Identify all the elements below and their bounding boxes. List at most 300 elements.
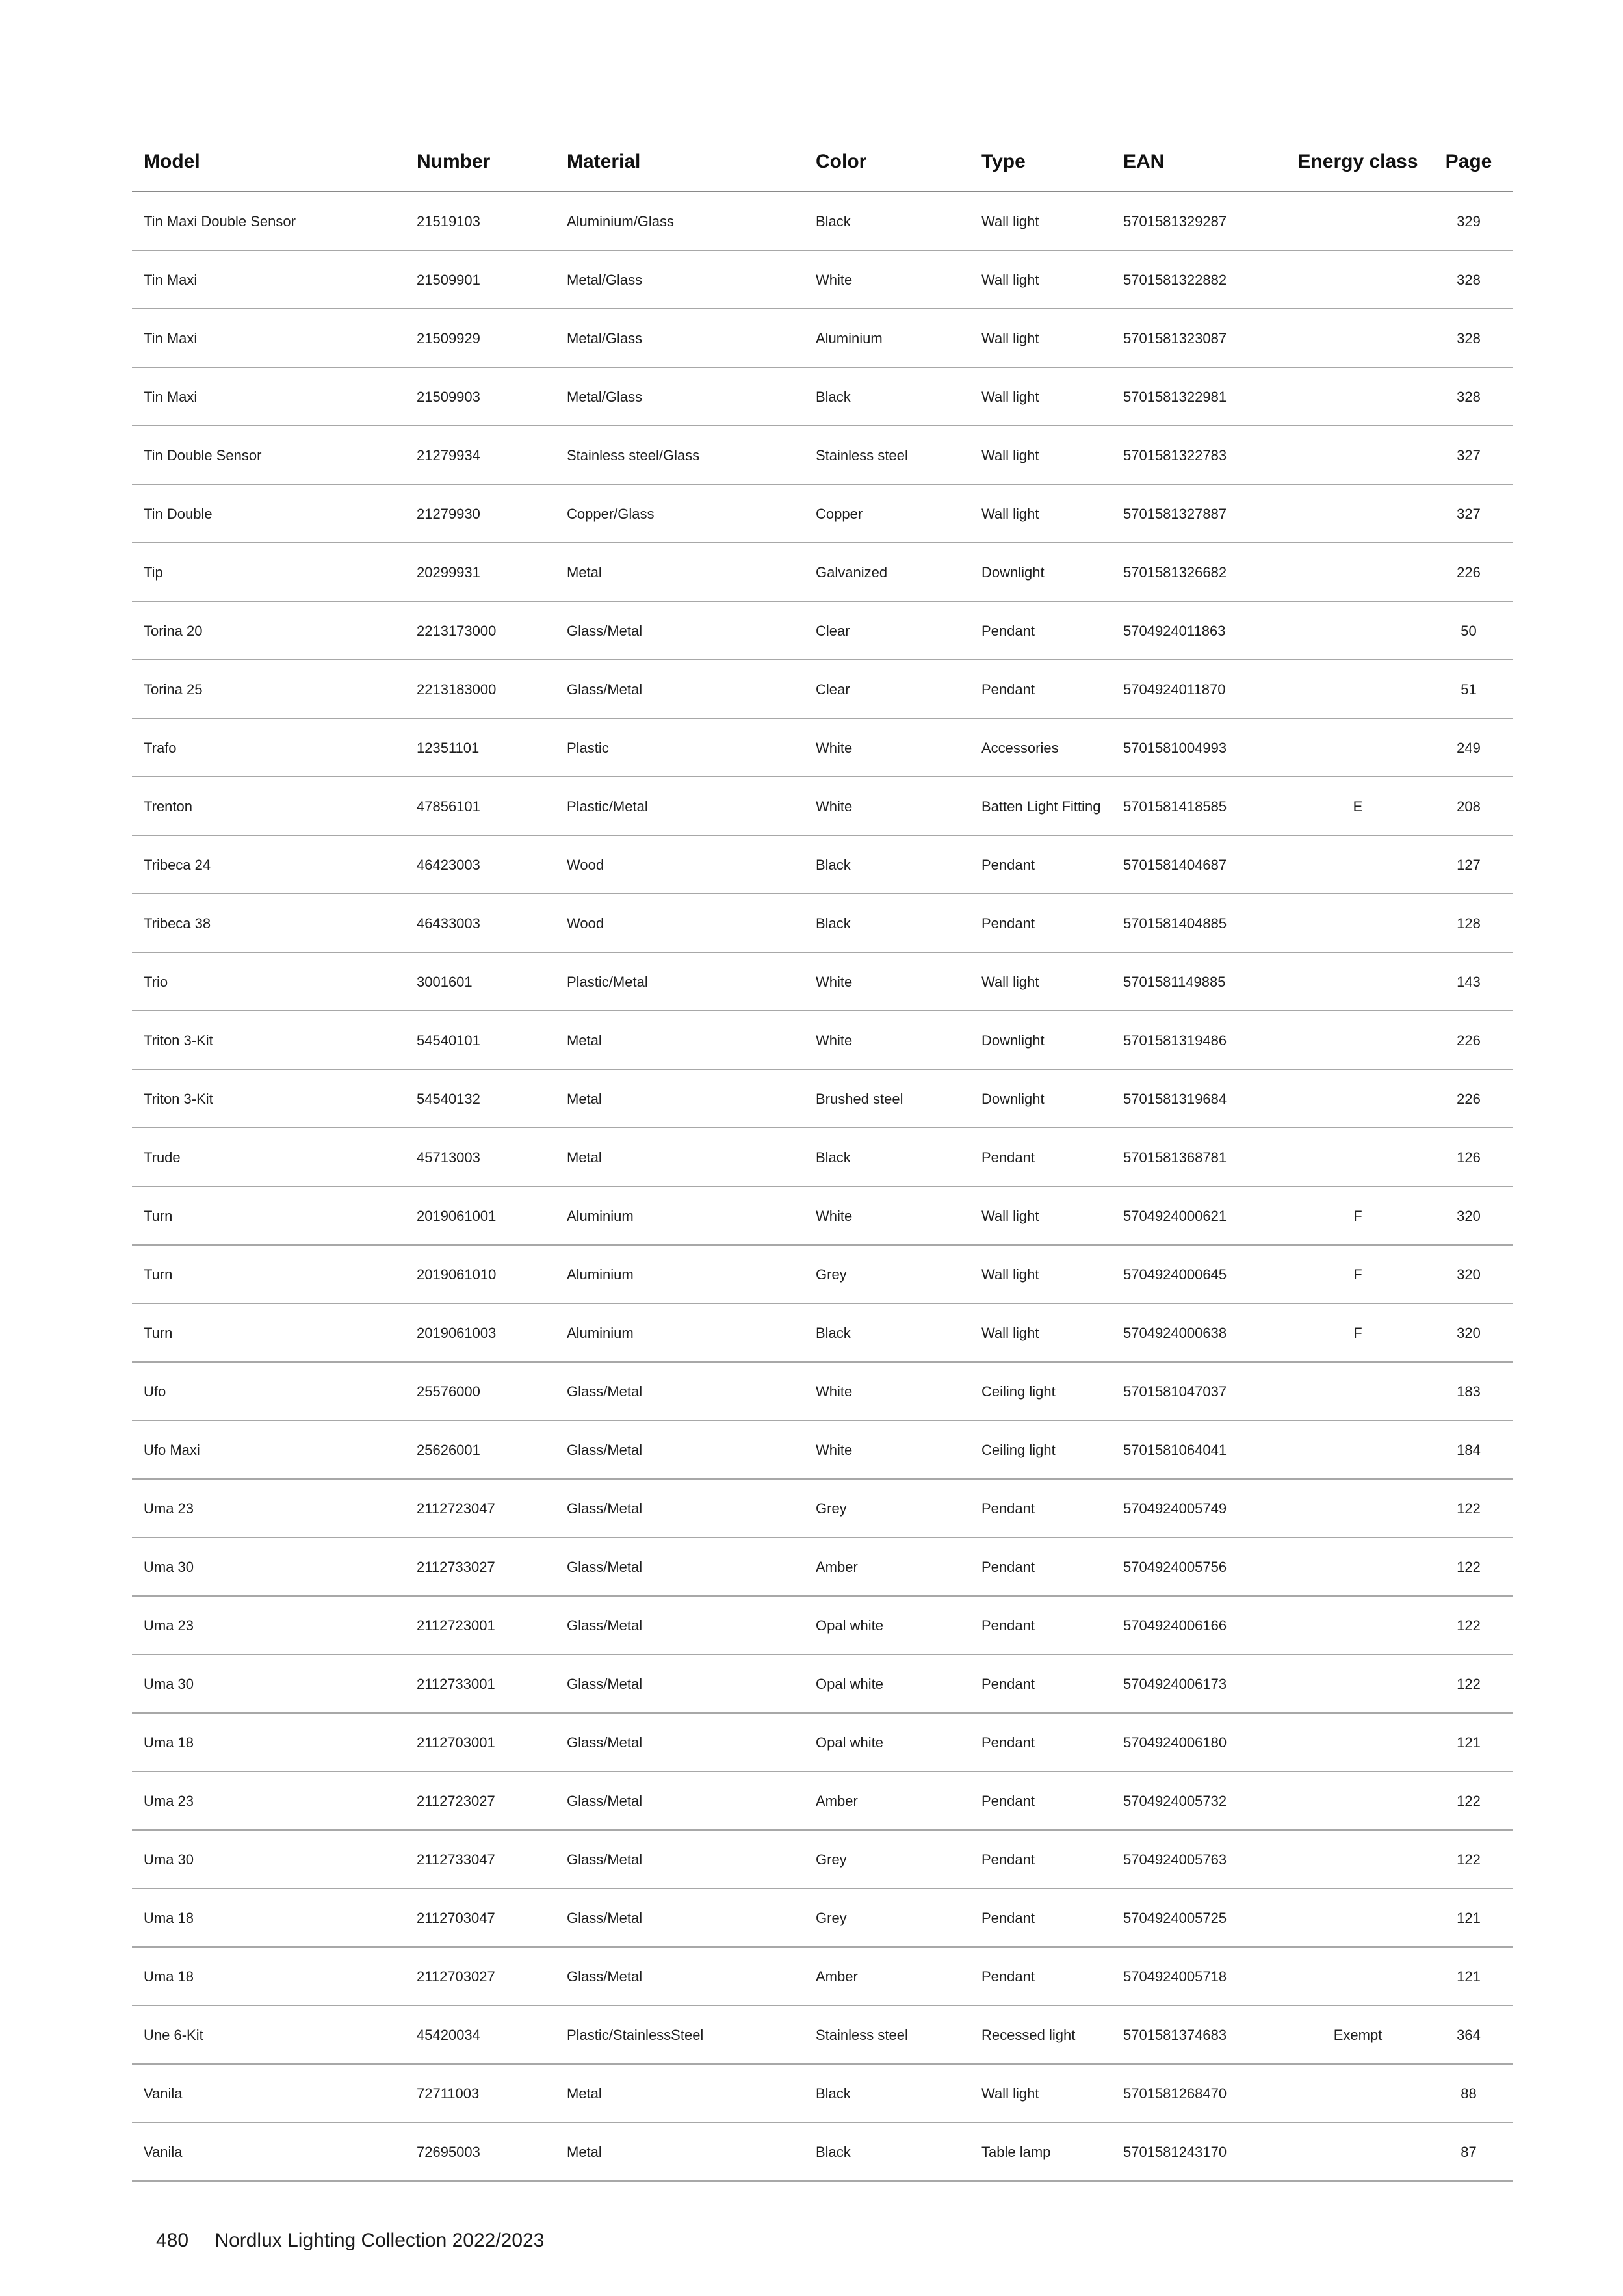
table-row (132, 1420, 1513, 1479)
table-body (132, 192, 1513, 2181)
cell-page: 122 (1425, 1654, 1513, 1713)
cell-model: Vanila (132, 2064, 405, 2122)
cell-number: 2112703001 (405, 1713, 555, 1771)
cell-page: 226 (1425, 1011, 1513, 1069)
header-model: Model (132, 132, 405, 192)
cell-color: Amber (804, 1537, 970, 1596)
cell-material: Aluminium (555, 1245, 804, 1303)
cell-ean: 5704924006173 (1111, 1654, 1291, 1713)
cell-color: Opal white (804, 1654, 970, 1713)
cell-model: Tin Maxi Double Sensor (132, 192, 405, 250)
cell-model: Uma 23 (132, 1771, 405, 1830)
table-row (132, 309, 1513, 367)
cell-material: Metal (555, 543, 804, 601)
cell-energy-class (1291, 192, 1425, 250)
cell-material: Glass/Metal (555, 1713, 804, 1771)
cell-color: Grey (804, 1479, 970, 1537)
cell-material: Copper/Glass (555, 484, 804, 543)
cell-number: 46433003 (405, 894, 555, 952)
header-page: Page (1425, 132, 1513, 192)
cell-energy-class (1291, 894, 1425, 952)
cell-page: 320 (1425, 1245, 1513, 1303)
cell-energy-class (1291, 309, 1425, 367)
cell-number: 25626001 (405, 1420, 555, 1479)
cell-type: Wall light (970, 1186, 1111, 1245)
cell-material: Glass/Metal (555, 1654, 804, 1713)
table-row (132, 601, 1513, 660)
cell-page: 50 (1425, 601, 1513, 660)
cell-number: 21279930 (405, 484, 555, 543)
table-row (132, 718, 1513, 777)
cell-type: Wall light (970, 250, 1111, 309)
cell-model: Ufo Maxi (132, 1420, 405, 1479)
table-row (132, 1830, 1513, 1888)
cell-material: Wood (555, 894, 804, 952)
header-energy-class: Energy class (1291, 132, 1425, 192)
cell-material: Glass/Metal (555, 660, 804, 718)
cell-ean: 5704924005756 (1111, 1537, 1291, 1596)
cell-type: Pendant (970, 1947, 1111, 2005)
cell-page: 121 (1425, 1888, 1513, 1947)
table-row (132, 543, 1513, 601)
cell-ean: 5701581047037 (1111, 1362, 1291, 1420)
cell-energy-class (1291, 1420, 1425, 1479)
cell-model: Tribeca 24 (132, 835, 405, 894)
cell-number: 2019061010 (405, 1245, 555, 1303)
cell-type: Wall light (970, 309, 1111, 367)
cell-material: Metal/Glass (555, 250, 804, 309)
cell-color: Amber (804, 1947, 970, 2005)
cell-ean: 5701581268470 (1111, 2064, 1291, 2122)
cell-ean: 5701581323087 (1111, 309, 1291, 367)
cell-color: Black (804, 1128, 970, 1186)
cell-type: Wall light (970, 484, 1111, 543)
cell-number: 21509903 (405, 367, 555, 426)
cell-page: 143 (1425, 952, 1513, 1011)
cell-model: Tin Maxi (132, 367, 405, 426)
cell-energy-class (1291, 1888, 1425, 1947)
cell-material: Aluminium (555, 1186, 804, 1245)
cell-material: Plastic/Metal (555, 952, 804, 1011)
cell-type: Ceiling light (970, 1362, 1111, 1420)
table-row (132, 1654, 1513, 1713)
cell-ean: 5701581327887 (1111, 484, 1291, 543)
cell-number: 72695003 (405, 2122, 555, 2181)
cell-color: White (804, 1011, 970, 1069)
cell-energy-class: E (1291, 777, 1425, 835)
table-row (132, 1303, 1513, 1362)
cell-model: Uma 23 (132, 1596, 405, 1654)
cell-ean: 5701581404687 (1111, 835, 1291, 894)
cell-material: Glass/Metal (555, 1888, 804, 1947)
cell-energy-class (1291, 660, 1425, 718)
cell-number: 72711003 (405, 2064, 555, 2122)
cell-page: 122 (1425, 1537, 1513, 1596)
cell-material: Metal (555, 2064, 804, 2122)
cell-energy-class (1291, 1362, 1425, 1420)
table-row (132, 1011, 1513, 1069)
cell-material: Metal/Glass (555, 367, 804, 426)
cell-page: 329 (1425, 192, 1513, 250)
cell-page: 328 (1425, 309, 1513, 367)
cell-ean: 5704924006180 (1111, 1713, 1291, 1771)
cell-energy-class (1291, 1830, 1425, 1888)
cell-energy-class (1291, 426, 1425, 484)
cell-model: Uma 18 (132, 1888, 405, 1947)
cell-number: 46423003 (405, 835, 555, 894)
cell-type: Wall light (970, 1303, 1111, 1362)
cell-type: Pendant (970, 1479, 1111, 1537)
cell-page: 122 (1425, 1771, 1513, 1830)
cell-color: White (804, 1186, 970, 1245)
cell-type: Downlight (970, 1011, 1111, 1069)
cell-material: Stainless steel/Glass (555, 426, 804, 484)
cell-ean: 5701581326682 (1111, 543, 1291, 601)
cell-model: Triton 3-Kit (132, 1011, 405, 1069)
cell-ean: 5701581322783 (1111, 426, 1291, 484)
table-row (132, 367, 1513, 426)
cell-model: Turn (132, 1245, 405, 1303)
cell-model: Trafo (132, 718, 405, 777)
cell-ean: 5704924011863 (1111, 601, 1291, 660)
cell-ean: 5701581322882 (1111, 250, 1291, 309)
header-color: Color (804, 132, 970, 192)
cell-color: White (804, 952, 970, 1011)
cell-energy-class: F (1291, 1186, 1425, 1245)
table-row (132, 1888, 1513, 1947)
cell-ean: 5704924000645 (1111, 1245, 1291, 1303)
page-footer (156, 2230, 544, 2252)
cell-page: 320 (1425, 1186, 1513, 1245)
cell-number: 21519103 (405, 192, 555, 250)
cell-number: 2213173000 (405, 601, 555, 660)
cell-page: 208 (1425, 777, 1513, 835)
cell-energy-class (1291, 952, 1425, 1011)
cell-color: White (804, 718, 970, 777)
cell-model: Turn (132, 1186, 405, 1245)
cell-ean: 5704924000621 (1111, 1186, 1291, 1245)
cell-type: Pendant (970, 1128, 1111, 1186)
cell-color: Grey (804, 1888, 970, 1947)
cell-energy-class (1291, 718, 1425, 777)
cell-type: Ceiling light (970, 1420, 1111, 1479)
cell-page: 328 (1425, 250, 1513, 309)
cell-energy-class (1291, 543, 1425, 601)
cell-page: 128 (1425, 894, 1513, 952)
cell-color: Opal white (804, 1713, 970, 1771)
cell-material: Plastic/Metal (555, 777, 804, 835)
cell-type: Wall light (970, 1245, 1111, 1303)
footer-page-number: 480 (156, 2230, 189, 2251)
cell-type: Pendant (970, 1596, 1111, 1654)
cell-number: 47856101 (405, 777, 555, 835)
cell-color: White (804, 777, 970, 835)
cell-color: Opal white (804, 1596, 970, 1654)
cell-energy-class: Exempt (1291, 2005, 1425, 2064)
cell-number: 2112723047 (405, 1479, 555, 1537)
cell-ean: 5704924006166 (1111, 1596, 1291, 1654)
cell-type: Pendant (970, 1830, 1111, 1888)
cell-type: Downlight (970, 543, 1111, 601)
cell-energy-class (1291, 367, 1425, 426)
cell-color: Black (804, 1303, 970, 1362)
cell-model: Trio (132, 952, 405, 1011)
cell-color: Black (804, 894, 970, 952)
cell-energy-class (1291, 1128, 1425, 1186)
product-table-container (132, 132, 1513, 2182)
cell-ean: 5701581418585 (1111, 777, 1291, 835)
cell-type: Pendant (970, 1888, 1111, 1947)
cell-model: Uma 30 (132, 1654, 405, 1713)
cell-energy-class (1291, 250, 1425, 309)
cell-ean: 5704924005718 (1111, 1947, 1291, 2005)
cell-material: Glass/Metal (555, 1947, 804, 2005)
cell-material: Metal/Glass (555, 309, 804, 367)
cell-color: Galvanized (804, 543, 970, 601)
table-row (132, 2005, 1513, 2064)
cell-type: Pendant (970, 601, 1111, 660)
cell-model: Uma 23 (132, 1479, 405, 1537)
cell-number: 54540132 (405, 1069, 555, 1128)
cell-energy-class: F (1291, 1245, 1425, 1303)
cell-ean: 5704924005732 (1111, 1771, 1291, 1830)
cell-number: 20299931 (405, 543, 555, 601)
cell-type: Wall light (970, 426, 1111, 484)
cell-type: Batten Light Fitting (970, 777, 1111, 835)
table-row (132, 192, 1513, 250)
product-table (132, 132, 1513, 2182)
cell-material: Glass/Metal (555, 1596, 804, 1654)
cell-color: White (804, 1420, 970, 1479)
cell-model: Triton 3-Kit (132, 1069, 405, 1128)
cell-material: Glass/Metal (555, 601, 804, 660)
cell-energy-class (1291, 2064, 1425, 2122)
cell-energy-class (1291, 1479, 1425, 1537)
cell-energy-class (1291, 1069, 1425, 1128)
cell-page: 320 (1425, 1303, 1513, 1362)
table-row (132, 426, 1513, 484)
table-row (132, 1537, 1513, 1596)
cell-page: 87 (1425, 2122, 1513, 2181)
cell-color: Copper (804, 484, 970, 543)
table-row (132, 660, 1513, 718)
table-row (132, 2122, 1513, 2181)
table-row (132, 1771, 1513, 1830)
table-row (132, 952, 1513, 1011)
cell-number: 2112733027 (405, 1537, 555, 1596)
cell-number: 2213183000 (405, 660, 555, 718)
cell-model: Uma 30 (132, 1830, 405, 1888)
cell-number: 45420034 (405, 2005, 555, 2064)
cell-material: Glass/Metal (555, 1771, 804, 1830)
cell-number: 2019061003 (405, 1303, 555, 1362)
cell-page: 126 (1425, 1128, 1513, 1186)
header-material: Material (555, 132, 804, 192)
cell-ean: 5704924005749 (1111, 1479, 1291, 1537)
cell-type: Wall light (970, 192, 1111, 250)
cell-color: Brushed steel (804, 1069, 970, 1128)
table-row (132, 1186, 1513, 1245)
cell-type: Recessed light (970, 2005, 1111, 2064)
header-ean: EAN (1111, 132, 1291, 192)
cell-number: 21509901 (405, 250, 555, 309)
table-header-row (132, 132, 1513, 192)
cell-material: Glass/Metal (555, 1420, 804, 1479)
cell-page: 51 (1425, 660, 1513, 718)
cell-material: Glass/Metal (555, 1830, 804, 1888)
cell-color: Clear (804, 660, 970, 718)
cell-model: Tin Maxi (132, 309, 405, 367)
cell-number: 3001601 (405, 952, 555, 1011)
cell-energy-class (1291, 2122, 1425, 2181)
cell-color: Amber (804, 1771, 970, 1830)
cell-energy-class: F (1291, 1303, 1425, 1362)
cell-page: 327 (1425, 426, 1513, 484)
cell-energy-class (1291, 1537, 1425, 1596)
cell-page: 127 (1425, 835, 1513, 894)
cell-number: 2112733001 (405, 1654, 555, 1713)
footer-title: Nordlux Lighting Collection 2022/2023 (214, 2230, 545, 2251)
cell-page: 226 (1425, 1069, 1513, 1128)
cell-type: Pendant (970, 1713, 1111, 1771)
cell-material: Metal (555, 2122, 804, 2181)
cell-ean: 5701581064041 (1111, 1420, 1291, 1479)
cell-color: Black (804, 2064, 970, 2122)
cell-ean: 5704924005725 (1111, 1888, 1291, 1947)
cell-model: Vanila (132, 2122, 405, 2181)
cell-page: 249 (1425, 718, 1513, 777)
cell-color: White (804, 1362, 970, 1420)
table-row (132, 894, 1513, 952)
cell-page: 122 (1425, 1479, 1513, 1537)
cell-number: 2112703047 (405, 1888, 555, 1947)
cell-material: Plastic/StainlessSteel (555, 2005, 804, 2064)
cell-color: Black (804, 367, 970, 426)
cell-material: Metal (555, 1128, 804, 1186)
cell-type: Pendant (970, 835, 1111, 894)
cell-page: 328 (1425, 367, 1513, 426)
cell-model: Torina 25 (132, 660, 405, 718)
cell-model: Trenton (132, 777, 405, 835)
cell-number: 2112703027 (405, 1947, 555, 2005)
cell-color: Stainless steel (804, 426, 970, 484)
header-number: Number (405, 132, 555, 192)
cell-model: Uma 30 (132, 1537, 405, 1596)
cell-model: Une 6-Kit (132, 2005, 405, 2064)
cell-page: 122 (1425, 1596, 1513, 1654)
cell-model: Torina 20 (132, 601, 405, 660)
cell-type: Accessories (970, 718, 1111, 777)
cell-number: 25576000 (405, 1362, 555, 1420)
cell-ean: 5704924011870 (1111, 660, 1291, 718)
cell-page: 364 (1425, 2005, 1513, 2064)
cell-ean: 5701581374683 (1111, 2005, 1291, 2064)
cell-model: Uma 18 (132, 1947, 405, 2005)
cell-model: Tribeca 38 (132, 894, 405, 952)
cell-page: 226 (1425, 543, 1513, 601)
cell-page: 184 (1425, 1420, 1513, 1479)
cell-model: Tin Maxi (132, 250, 405, 309)
cell-number: 2112733047 (405, 1830, 555, 1888)
cell-material: Metal (555, 1011, 804, 1069)
cell-number: 12351101 (405, 718, 555, 777)
cell-type: Pendant (970, 1771, 1111, 1830)
cell-energy-class (1291, 835, 1425, 894)
cell-color: Clear (804, 601, 970, 660)
cell-energy-class (1291, 1771, 1425, 1830)
table-row (132, 1245, 1513, 1303)
cell-ean: 5704924000638 (1111, 1303, 1291, 1362)
cell-ean: 5701581243170 (1111, 2122, 1291, 2181)
cell-material: Aluminium/Glass (555, 192, 804, 250)
cell-number: 45713003 (405, 1128, 555, 1186)
cell-type: Wall light (970, 952, 1111, 1011)
cell-material: Metal (555, 1069, 804, 1128)
cell-model: Tip (132, 543, 405, 601)
cell-ean: 5701581329287 (1111, 192, 1291, 250)
cell-energy-class (1291, 1947, 1425, 2005)
cell-material: Glass/Metal (555, 1479, 804, 1537)
cell-energy-class (1291, 1713, 1425, 1771)
cell-color: Black (804, 835, 970, 894)
table-row (132, 777, 1513, 835)
cell-number: 54540101 (405, 1011, 555, 1069)
cell-ean: 5701581404885 (1111, 894, 1291, 952)
cell-page: 122 (1425, 1830, 1513, 1888)
cell-material: Aluminium (555, 1303, 804, 1362)
cell-model: Turn (132, 1303, 405, 1362)
table-row (132, 1362, 1513, 1420)
cell-material: Glass/Metal (555, 1362, 804, 1420)
cell-type: Pendant (970, 894, 1111, 952)
cell-page: 121 (1425, 1947, 1513, 2005)
cell-type: Pendant (970, 1537, 1111, 1596)
cell-energy-class (1291, 1654, 1425, 1713)
table-row (132, 1947, 1513, 2005)
cell-material: Plastic (555, 718, 804, 777)
cell-color: Grey (804, 1245, 970, 1303)
cell-energy-class (1291, 601, 1425, 660)
cell-type: Wall light (970, 367, 1111, 426)
cell-ean: 5701581319486 (1111, 1011, 1291, 1069)
cell-ean: 5701581149885 (1111, 952, 1291, 1011)
cell-color: Stainless steel (804, 2005, 970, 2064)
cell-ean: 5704924005763 (1111, 1830, 1291, 1888)
cell-energy-class (1291, 1596, 1425, 1654)
cell-model: Trude (132, 1128, 405, 1186)
cell-type: Pendant (970, 660, 1111, 718)
table-row (132, 2064, 1513, 2122)
cell-type: Pendant (970, 1654, 1111, 1713)
cell-color: Aluminium (804, 309, 970, 367)
cell-page: 121 (1425, 1713, 1513, 1771)
cell-model: Uma 18 (132, 1713, 405, 1771)
table-row (132, 1713, 1513, 1771)
cell-color: White (804, 250, 970, 309)
table-row (132, 1128, 1513, 1186)
cell-type: Wall light (970, 2064, 1111, 2122)
cell-model: Tin Double Sensor (132, 426, 405, 484)
cell-page: 327 (1425, 484, 1513, 543)
cell-energy-class (1291, 1011, 1425, 1069)
cell-type: Downlight (970, 1069, 1111, 1128)
cell-ean: 5701581368781 (1111, 1128, 1291, 1186)
cell-color: Black (804, 2122, 970, 2181)
cell-page: 183 (1425, 1362, 1513, 1420)
table-row (132, 835, 1513, 894)
cell-material: Wood (555, 835, 804, 894)
cell-ean: 5701581319684 (1111, 1069, 1291, 1128)
